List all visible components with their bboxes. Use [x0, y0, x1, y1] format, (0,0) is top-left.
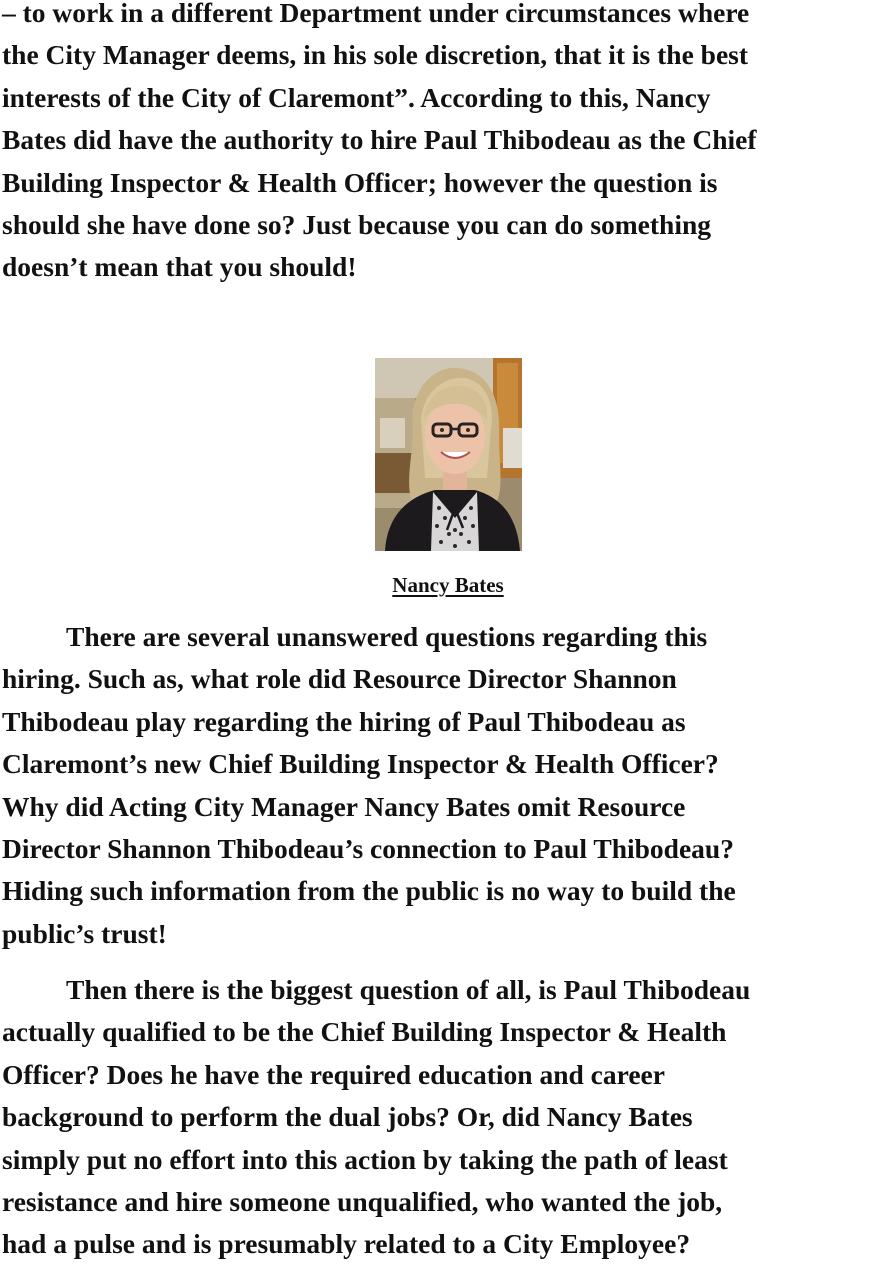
text-line: There are several unanswered questions regarding this — [66, 621, 708, 652]
portrait-photo — [375, 358, 522, 551]
text-line: actually qualified to be the Chief Building Inspector & Health — [2, 1016, 727, 1048]
text-line: Claremont’s new Chief Building Inspector & Health Officer? — [2, 748, 719, 780]
text-line: background to perform the dual jobs? Or, did Nancy Bates — [2, 1101, 693, 1133]
text-line: hiring. Such as, what role did Resource Director Shannon — [2, 663, 677, 695]
text-line: Bates did have the authority to hire Paul Thibodeau as the Chief — [2, 124, 757, 156]
text-line: Why did Acting City Manager Nancy Bates omit Resource — [2, 790, 686, 822]
text-line: public’s trust! — [2, 917, 167, 949]
text-line: the City Manager deems, in his sole discretion, that it is the best — [2, 39, 749, 71]
text-line: interests of the City of Claremont”. According to this, Nancy — [2, 81, 711, 113]
text-line: doesn’t mean that you should! — [2, 251, 357, 283]
text-line: Then there is the biggest question of all, is Paul Thibodeau — [66, 974, 751, 1005]
paragraph-qualifications — [0, 969, 752, 1266]
text-line: Thibodeau play regarding the hiring of Paul Thibodeau as — [2, 705, 686, 737]
text-line: Hiding such information from the public is no way to build the — [2, 875, 736, 907]
text-line: Building Inspector & Health Officer; however the question is — [2, 166, 718, 198]
photo-caption: Nancy Bates — [392, 573, 504, 597]
text-line: Director Shannon Thibodeau’s connection to Paul Thibodeau? — [2, 833, 734, 865]
text-line: – to work in a different Department under circumstances where — [2, 0, 750, 28]
text-line: Officer? Does he have the required education and career — [2, 1058, 665, 1090]
text-line: should she have done so? Just because you can do something — [2, 209, 712, 241]
text-line: simply put no effort into this action by taking the path of least — [2, 1143, 728, 1175]
paragraph-questions — [0, 616, 738, 955]
text-line: resistance and hire someone unqualified, who wanted the job, — [2, 1186, 723, 1218]
text-line: had a pulse and is presumably related to a City Employee? — [2, 1228, 691, 1260]
paragraph-authority — [0, 0, 759, 289]
